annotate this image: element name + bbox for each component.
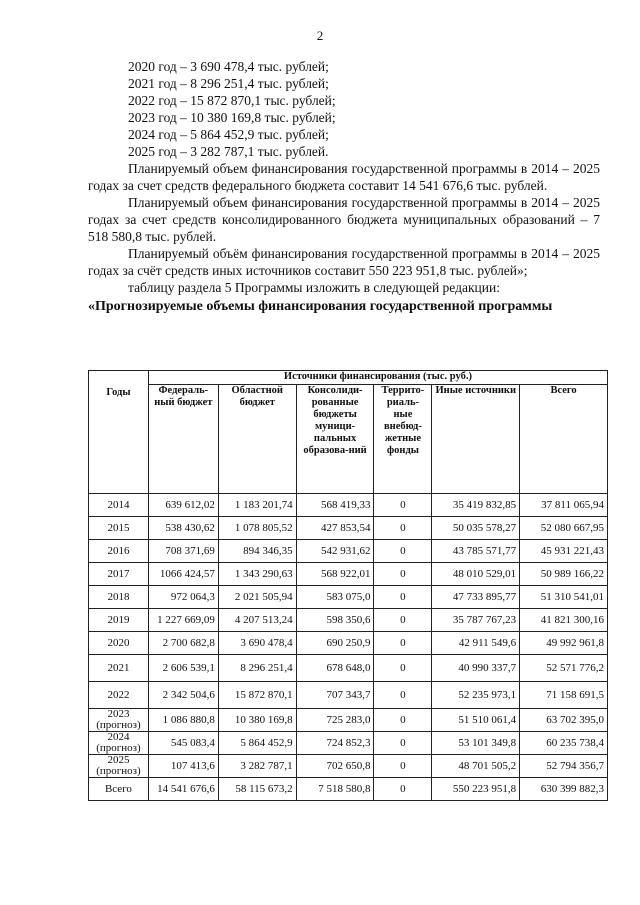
- row-year: 2020: [89, 632, 149, 655]
- row-value: 0: [374, 778, 432, 801]
- row-value: 707 343,7: [296, 682, 374, 709]
- row-value: 708 371,69: [148, 540, 218, 563]
- paragraph-federal: Планируемый объем финансирования государственной программы в 2014 – 2025 годах за счет средств федерального бюджета составит 14 541 676,6 тыс. рублей.: [88, 161, 600, 193]
- row-value: 0: [374, 494, 432, 517]
- table-row: [89, 563, 608, 586]
- table-row: [89, 682, 608, 709]
- table-row: [89, 709, 608, 732]
- year-line-2021: 2021 год – 8 296 251,4 тыс. рублей;: [128, 76, 329, 91]
- row-year: 2023 (прогноз): [89, 709, 149, 732]
- row-year: 2014: [89, 494, 149, 517]
- row-value: 60 235 738,4: [520, 732, 608, 755]
- row-value: 550 223 951,8: [432, 778, 520, 801]
- row-value: 52 235 973,1: [432, 682, 520, 709]
- row-value: 53 101 349,8: [432, 732, 520, 755]
- row-value: 542 931,62: [296, 540, 374, 563]
- table-row: [89, 755, 608, 778]
- row-value: 427 853,54: [296, 517, 374, 540]
- row-value: 0: [374, 755, 432, 778]
- row-value: 1 343 290,63: [218, 563, 296, 586]
- row-value: 35 419 832,85: [432, 494, 520, 517]
- row-value: 15 872 870,1: [218, 682, 296, 709]
- row-value: 41 821 300,16: [520, 609, 608, 632]
- row-value: 639 612,02: [148, 494, 218, 517]
- page-number: 2: [316, 28, 324, 43]
- row-value: 43 785 571,77: [432, 540, 520, 563]
- table-row: [89, 540, 608, 563]
- year-line-2023: 2023 год – 10 380 169,8 тыс. рублей;: [128, 110, 336, 125]
- row-year: 2022: [89, 682, 149, 709]
- row-value: 0: [374, 632, 432, 655]
- instruction-line: таблицу раздела 5 Программы изложить в следующей редакции:: [128, 280, 500, 295]
- row-value: 0: [374, 586, 432, 609]
- row-value: 42 911 549,6: [432, 632, 520, 655]
- row-value: 2 606 539,1: [148, 655, 218, 682]
- row-value: 724 852,3: [296, 732, 374, 755]
- row-year: Всего: [89, 778, 149, 801]
- row-value: 47 733 895,77: [432, 586, 520, 609]
- row-value: 0: [374, 709, 432, 732]
- row-year: 2018: [89, 586, 149, 609]
- row-value: 690 250,9: [296, 632, 374, 655]
- row-year: 2016: [89, 540, 149, 563]
- row-value: 0: [374, 655, 432, 682]
- row-value: 49 992 961,8: [520, 632, 608, 655]
- row-value: 598 350,6: [296, 609, 374, 632]
- row-value: 4 207 513,24: [218, 609, 296, 632]
- year-line-2024: 2024 год – 5 864 452,9 тыс. рублей;: [128, 127, 329, 142]
- financing-table: [88, 370, 608, 801]
- row-value: 8 296 251,4: [218, 655, 296, 682]
- row-value: 37 811 065,94: [520, 494, 608, 517]
- row-value: 1 227 669,09: [148, 609, 218, 632]
- row-value: 10 380 169,8: [218, 709, 296, 732]
- row-year: 2017: [89, 563, 149, 586]
- row-value: 583 075,0: [296, 586, 374, 609]
- row-value: 1 078 805,52: [218, 517, 296, 540]
- row-value: 538 430,62: [148, 517, 218, 540]
- row-value: 50 989 166,22: [520, 563, 608, 586]
- year-line-2020: 2020 год – 3 690 478,4 тыс. рублей;: [128, 59, 329, 74]
- row-value: 51 310 541,01: [520, 586, 608, 609]
- row-value: 702 650,8: [296, 755, 374, 778]
- row-value: 71 158 691,5: [520, 682, 608, 709]
- row-value: 0: [374, 682, 432, 709]
- row-value: 545 083,4: [148, 732, 218, 755]
- row-value: 107 413,6: [148, 755, 218, 778]
- row-value: 50 035 578,27: [432, 517, 520, 540]
- header-municipal: Консолиди-рованные бюджеты муници-пальных образова-ний: [296, 385, 374, 494]
- table-row: [89, 494, 608, 517]
- row-value: 48 010 529,01: [432, 563, 520, 586]
- row-year: 2019: [89, 609, 149, 632]
- row-value: 0: [374, 609, 432, 632]
- table-row: [89, 778, 608, 801]
- row-value: 1 086 880,8: [148, 709, 218, 732]
- row-value: 52 080 667,95: [520, 517, 608, 540]
- table-row: [89, 586, 608, 609]
- row-value: 568 922,01: [296, 563, 374, 586]
- year-line-2025: 2025 год – 3 282 787,1 тыс. рублей.: [128, 144, 329, 159]
- row-year: 2021: [89, 655, 149, 682]
- row-value: 0: [374, 732, 432, 755]
- row-value: 35 787 767,23: [432, 609, 520, 632]
- row-value: 45 931 221,43: [520, 540, 608, 563]
- header-other: Иные источники: [432, 385, 520, 494]
- row-year: 2015: [89, 517, 149, 540]
- section-heading: «Прогнозируемые объемы финансирования государственной программы: [88, 299, 553, 314]
- row-value: 894 346,35: [218, 540, 296, 563]
- row-value: 2 700 682,8: [148, 632, 218, 655]
- row-value: 1 183 201,74: [218, 494, 296, 517]
- row-value: 568 419,33: [296, 494, 374, 517]
- row-value: 7 518 580,8: [296, 778, 374, 801]
- row-value: 972 064,3: [148, 586, 218, 609]
- row-year: 2024 (прогноз): [89, 732, 149, 755]
- row-value: 2 342 504,6: [148, 682, 218, 709]
- row-value: 5 864 452,9: [218, 732, 296, 755]
- header-territorial-funds: Террито-риаль-ные внебюд-жетные фонды: [374, 385, 432, 494]
- header-years: Годы: [89, 371, 149, 494]
- row-value: 3 282 787,1: [218, 755, 296, 778]
- row-value: 63 702 395,0: [520, 709, 608, 732]
- table-body: [89, 494, 608, 801]
- row-value: 58 115 673,2: [218, 778, 296, 801]
- row-value: 0: [374, 517, 432, 540]
- row-value: 14 541 676,6: [148, 778, 218, 801]
- table-row: [89, 732, 608, 755]
- paragraph-municipal: Планируемый объем финансирования государственной программы в 2014 – 2025 годах за счет средств консолидированного бюджета муниципальных образований – 7 518 580,8 тыс. рублей.: [88, 195, 600, 244]
- table-row: [89, 632, 608, 655]
- row-value: 0: [374, 563, 432, 586]
- row-value: 1066 424,57: [148, 563, 218, 586]
- row-value: 52 794 356,7: [520, 755, 608, 778]
- header-regional: Областной бюджет: [218, 385, 296, 494]
- row-value: 52 571 776,2: [520, 655, 608, 682]
- table-row: [89, 655, 608, 682]
- document-text: [88, 58, 600, 315]
- header-federal: Федераль-ный бюджет: [148, 385, 218, 494]
- year-line-2022: 2022 год – 15 872 870,1 тыс. рублей;: [128, 93, 336, 108]
- row-value: 48 701 505,2: [432, 755, 520, 778]
- row-value: 630 399 882,3: [520, 778, 608, 801]
- row-year: 2025 (прогноз): [89, 755, 149, 778]
- row-value: 678 648,0: [296, 655, 374, 682]
- row-value: 0: [374, 540, 432, 563]
- paragraph-other: Планируемый объём финансирования государственной программы в 2014 – 2025 годах за счёт средств иных источников составит 550 223 951,8 тыс. рублей»;: [88, 246, 600, 278]
- row-value: 2 021 505,94: [218, 586, 296, 609]
- header-total: Всего: [520, 385, 608, 494]
- row-value: 3 690 478,4: [218, 632, 296, 655]
- row-value: 40 990 337,7: [432, 655, 520, 682]
- row-value: 725 283,0: [296, 709, 374, 732]
- table-row: [89, 517, 608, 540]
- table-row: [89, 609, 608, 632]
- row-value: 51 510 061,4: [432, 709, 520, 732]
- header-sources: Источники финансирования (тыс. руб.): [148, 371, 607, 385]
